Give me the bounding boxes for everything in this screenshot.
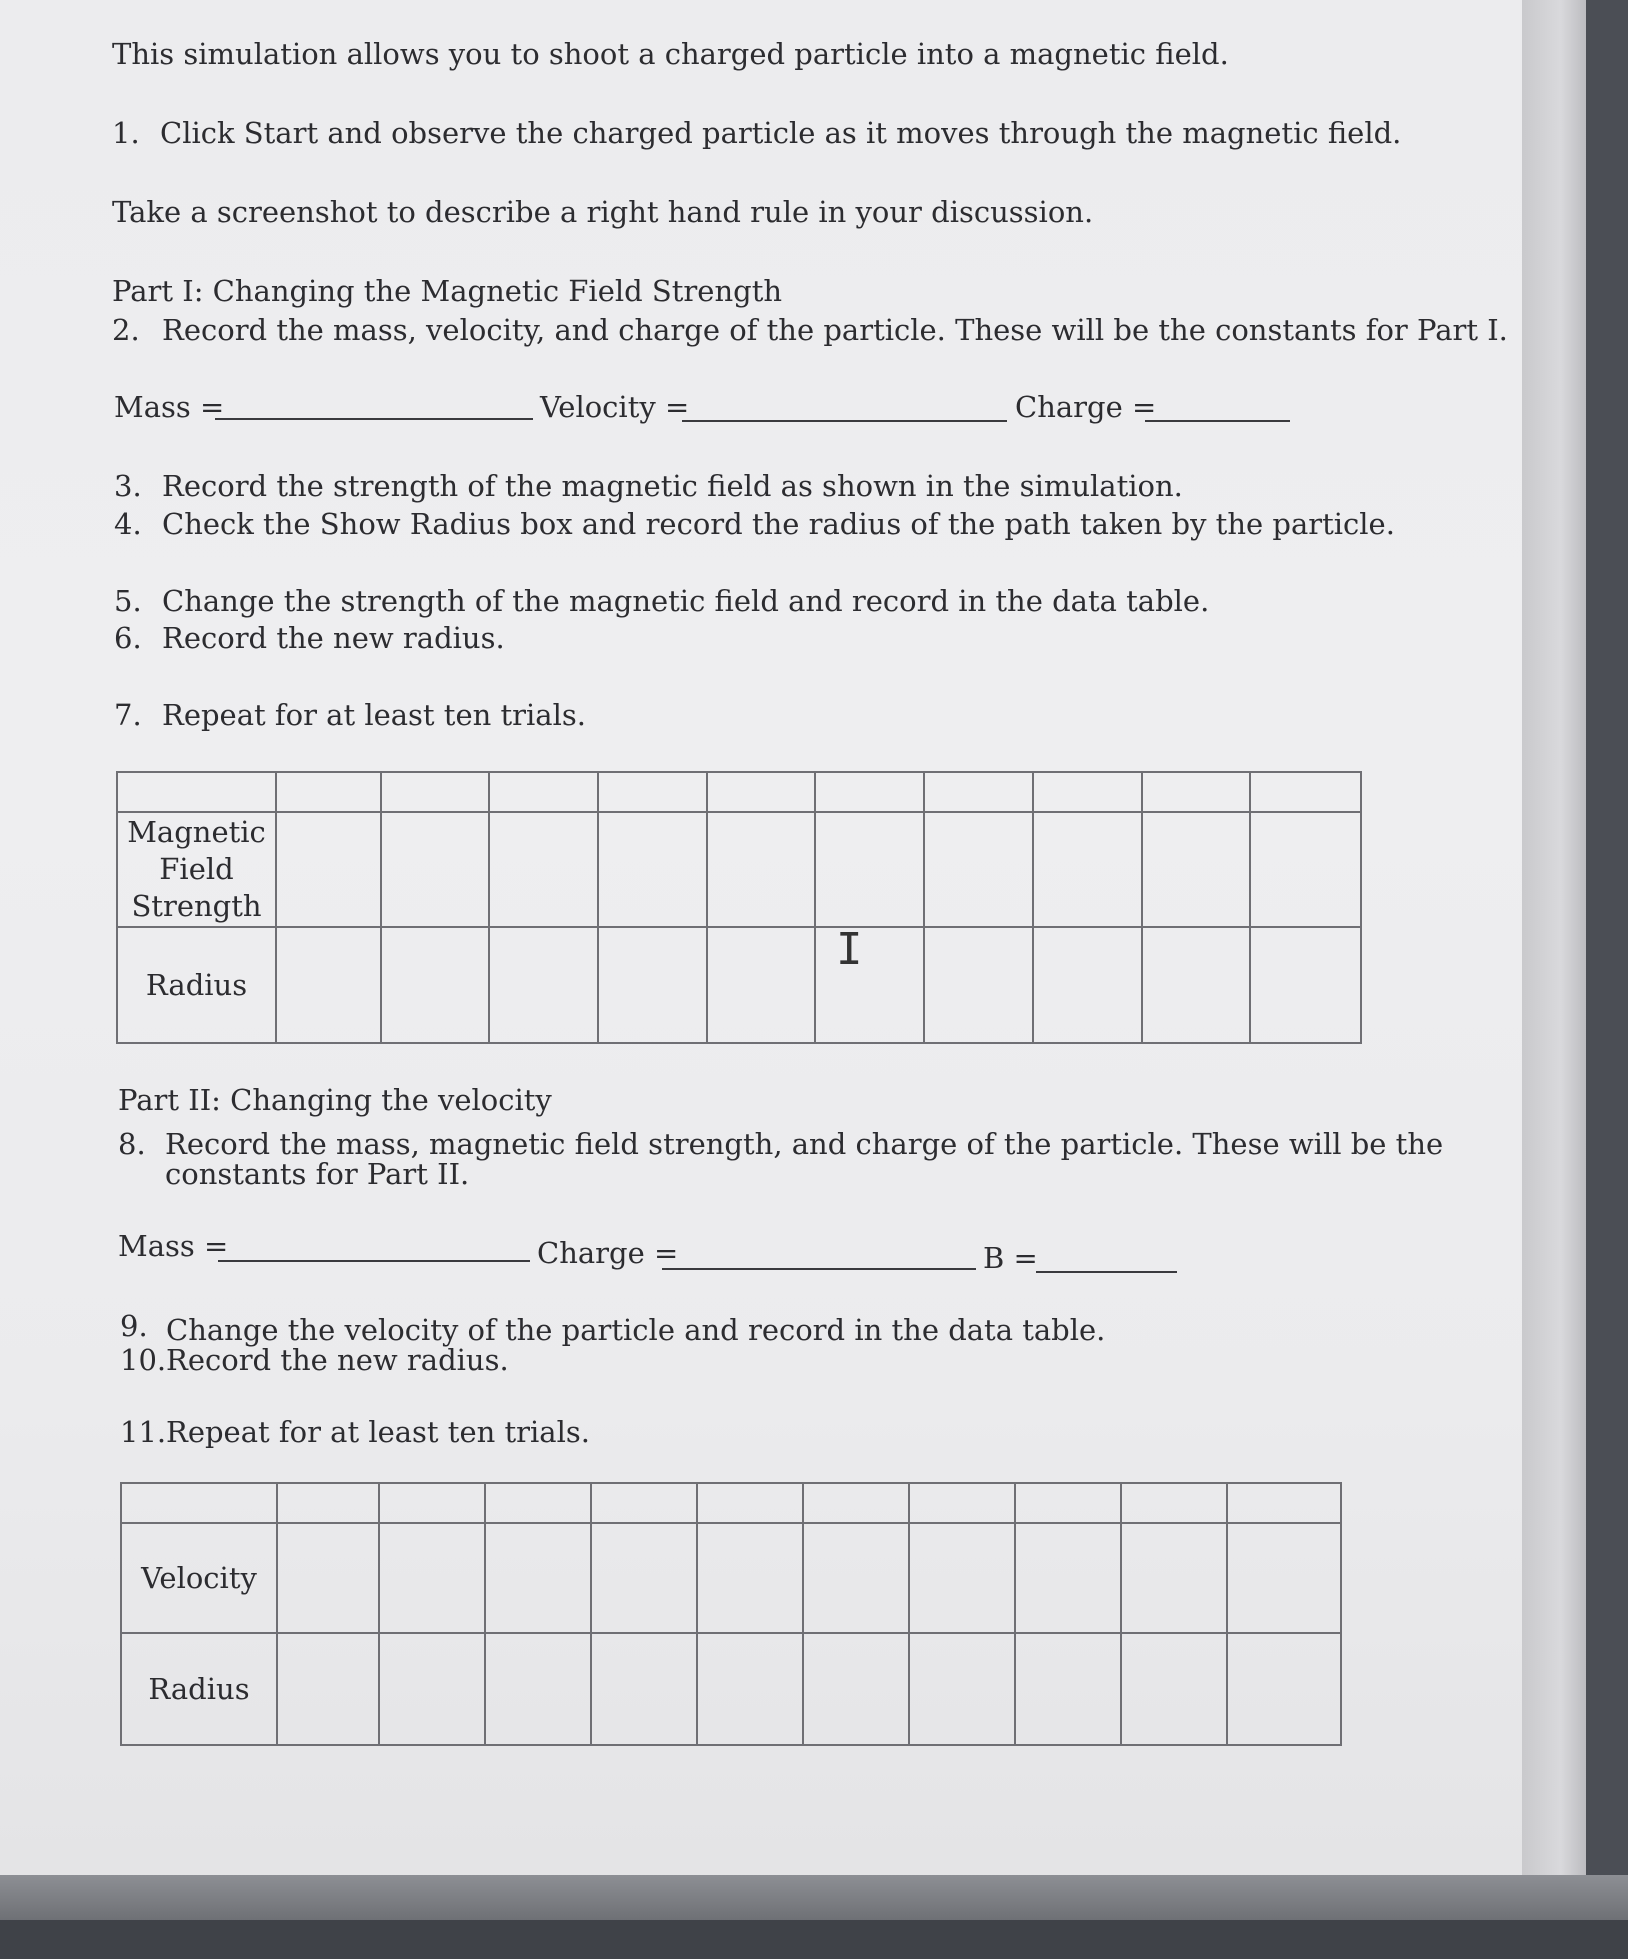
table-cell[interactable] bbox=[707, 927, 816, 1043]
table-cell[interactable] bbox=[909, 1523, 1015, 1633]
table-cell[interactable] bbox=[591, 1523, 697, 1633]
table-cell[interactable] bbox=[909, 1633, 1015, 1745]
table-cell[interactable] bbox=[1142, 927, 1251, 1043]
table-cell[interactable] bbox=[276, 927, 381, 1043]
table-cell[interactable] bbox=[277, 1633, 379, 1745]
table-cell[interactable] bbox=[707, 812, 816, 927]
table-cell[interactable] bbox=[1015, 1483, 1121, 1523]
radius-label: Radius bbox=[117, 927, 276, 1043]
table-cell[interactable] bbox=[381, 812, 490, 927]
velocity-label: Velocity bbox=[121, 1523, 277, 1633]
intro-text: This simulation allows you to shoot a charged particle into a magnetic field. bbox=[112, 37, 1229, 71]
part2-data-table bbox=[120, 1482, 1342, 1746]
table-cell[interactable] bbox=[489, 772, 598, 812]
step-6-number: 6. bbox=[114, 621, 142, 655]
table-cell[interactable] bbox=[485, 1483, 591, 1523]
step-2-text: Record the mass, velocity, and charge of the particle. These will be the constants for Part I. bbox=[162, 313, 1508, 347]
text-cursor-icon: I bbox=[836, 924, 863, 975]
part1-mass-label: Mass = bbox=[114, 390, 225, 424]
step-8-text-line2: constants for Part II. bbox=[165, 1157, 470, 1191]
part-1-heading: Part I: Changing the Magnetic Field Strength bbox=[112, 274, 783, 308]
table-cell[interactable] bbox=[381, 927, 490, 1043]
table-cell[interactable] bbox=[591, 1483, 697, 1523]
table-cell[interactable] bbox=[485, 1633, 591, 1745]
step-4-text: Check the Show Radius box and record the radius of the path taken by the particle. bbox=[162, 507, 1395, 541]
step-4-number: 4. bbox=[114, 507, 142, 541]
table-cell[interactable] bbox=[379, 1483, 485, 1523]
table-cell[interactable] bbox=[1227, 1523, 1341, 1633]
table-cell[interactable] bbox=[489, 927, 598, 1043]
table-cell[interactable] bbox=[924, 772, 1033, 812]
step-3-text: Record the strength of the magnetic field as shown in the simulation. bbox=[162, 469, 1183, 503]
table-cell[interactable] bbox=[815, 772, 924, 812]
step-5-number: 5. bbox=[114, 584, 142, 618]
part1-field-strength-row bbox=[117, 812, 1361, 927]
part1-radius-row bbox=[117, 927, 1361, 1043]
step-5-text: Change the strength of the magnetic field and record in the data table. bbox=[162, 584, 1210, 618]
part1-header-row bbox=[117, 772, 1361, 812]
part2-header-row bbox=[121, 1483, 1341, 1523]
step-2-number: 2. bbox=[112, 313, 140, 347]
step-9-number: 9. bbox=[120, 1309, 148, 1343]
table-cell[interactable] bbox=[1250, 772, 1361, 812]
table-cell[interactable] bbox=[598, 812, 707, 927]
step-9-text: Change the velocity of the particle and record in the data table. bbox=[166, 1313, 1106, 1347]
table-cell[interactable] bbox=[697, 1633, 803, 1745]
table-cell[interactable] bbox=[909, 1483, 1015, 1523]
table-cell[interactable] bbox=[1142, 812, 1251, 927]
table-cell[interactable] bbox=[1250, 812, 1361, 927]
page-edge bbox=[1522, 0, 1586, 1880]
part2-b-label: B = bbox=[983, 1241, 1038, 1275]
part2-mass-blank[interactable] bbox=[218, 1260, 530, 1262]
step-3-number: 3. bbox=[114, 469, 142, 503]
step-11-number: 11. bbox=[120, 1415, 167, 1449]
table-cell[interactable] bbox=[381, 772, 490, 812]
part2-b-blank[interactable] bbox=[1036, 1271, 1177, 1273]
part2-charge-blank[interactable] bbox=[662, 1268, 976, 1270]
part1-charge-blank[interactable] bbox=[1145, 420, 1290, 422]
table-cell[interactable] bbox=[598, 772, 707, 812]
table-cell[interactable] bbox=[924, 927, 1033, 1043]
table-cell[interactable] bbox=[803, 1483, 909, 1523]
table-cell[interactable] bbox=[485, 1523, 591, 1633]
table-cell[interactable] bbox=[598, 927, 707, 1043]
table-cell[interactable] bbox=[277, 1523, 379, 1633]
table-cell[interactable] bbox=[1121, 1523, 1227, 1633]
table-cell[interactable] bbox=[924, 812, 1033, 927]
table-cell[interactable] bbox=[1033, 772, 1142, 812]
step-7-number: 7. bbox=[114, 698, 142, 732]
table-cell[interactable] bbox=[803, 1633, 909, 1745]
table-cell[interactable] bbox=[1121, 1483, 1227, 1523]
step-10-number: 10. bbox=[120, 1343, 167, 1377]
part1-data-table bbox=[116, 771, 1362, 1044]
part2-radius-row bbox=[121, 1633, 1341, 1745]
screen-bezel bbox=[0, 1920, 1628, 1959]
table-cell[interactable] bbox=[1142, 772, 1251, 812]
table-cell[interactable] bbox=[379, 1633, 485, 1745]
table-cell[interactable] bbox=[276, 772, 381, 812]
part1-mass-blank[interactable] bbox=[215, 418, 533, 420]
table-cell[interactable] bbox=[276, 812, 381, 927]
table-cell[interactable] bbox=[697, 1523, 803, 1633]
table-cell[interactable] bbox=[1015, 1633, 1121, 1745]
step-8-number: 8. bbox=[118, 1127, 146, 1161]
part2-mass-label: Mass = bbox=[118, 1229, 229, 1263]
table-cell[interactable] bbox=[117, 772, 276, 812]
table-cell[interactable] bbox=[707, 772, 816, 812]
table-cell[interactable] bbox=[1015, 1523, 1121, 1633]
table-cell[interactable] bbox=[815, 812, 924, 927]
table-cell[interactable] bbox=[1227, 1483, 1341, 1523]
field-strength-label: Magnetic Field Strength bbox=[117, 812, 276, 927]
table-cell[interactable] bbox=[379, 1523, 485, 1633]
radius-label: Radius bbox=[121, 1633, 277, 1745]
part1-velocity-blank[interactable] bbox=[682, 420, 1007, 422]
table-cell[interactable] bbox=[1033, 812, 1142, 927]
table-cell[interactable] bbox=[1227, 1633, 1341, 1745]
table-cell[interactable] bbox=[121, 1483, 277, 1523]
table-cell[interactable] bbox=[815, 924, 924, 1043]
step-1-number: 1. bbox=[112, 116, 140, 150]
part1-charge-label: Charge = bbox=[1015, 390, 1157, 424]
part2-velocity-row bbox=[121, 1523, 1341, 1633]
part-2-heading: Part II: Changing the velocity bbox=[118, 1083, 552, 1117]
table-cell[interactable] bbox=[1033, 927, 1142, 1043]
table-cell[interactable] bbox=[489, 812, 598, 927]
part2-charge-label: Charge = bbox=[537, 1236, 679, 1270]
step-6-text: Record the new radius. bbox=[162, 621, 505, 655]
step-11-text: Repeat for at least ten trials. bbox=[166, 1415, 590, 1449]
table-cell[interactable] bbox=[277, 1483, 379, 1523]
screenshot-note: Take a screenshot to describe a right hand rule in your discussion. bbox=[112, 195, 1094, 229]
table-cell[interactable] bbox=[1121, 1633, 1227, 1745]
step-10-text: Record the new radius. bbox=[166, 1343, 509, 1377]
screen-bezel-shadow bbox=[0, 1875, 1628, 1925]
step-1-text: Click Start and observe the charged particle as it moves through the magnetic field. bbox=[160, 116, 1402, 150]
table-cell[interactable] bbox=[803, 1523, 909, 1633]
part1-velocity-label: Velocity = bbox=[540, 390, 690, 424]
table-cell[interactable] bbox=[1250, 927, 1361, 1043]
table-cell[interactable] bbox=[591, 1633, 697, 1745]
step-7-text: Repeat for at least ten trials. bbox=[162, 698, 586, 732]
step-8-text-line1: Record the mass, magnetic field strength, and charge of the particle. These will be the bbox=[165, 1127, 1444, 1161]
table-cell[interactable] bbox=[697, 1483, 803, 1523]
